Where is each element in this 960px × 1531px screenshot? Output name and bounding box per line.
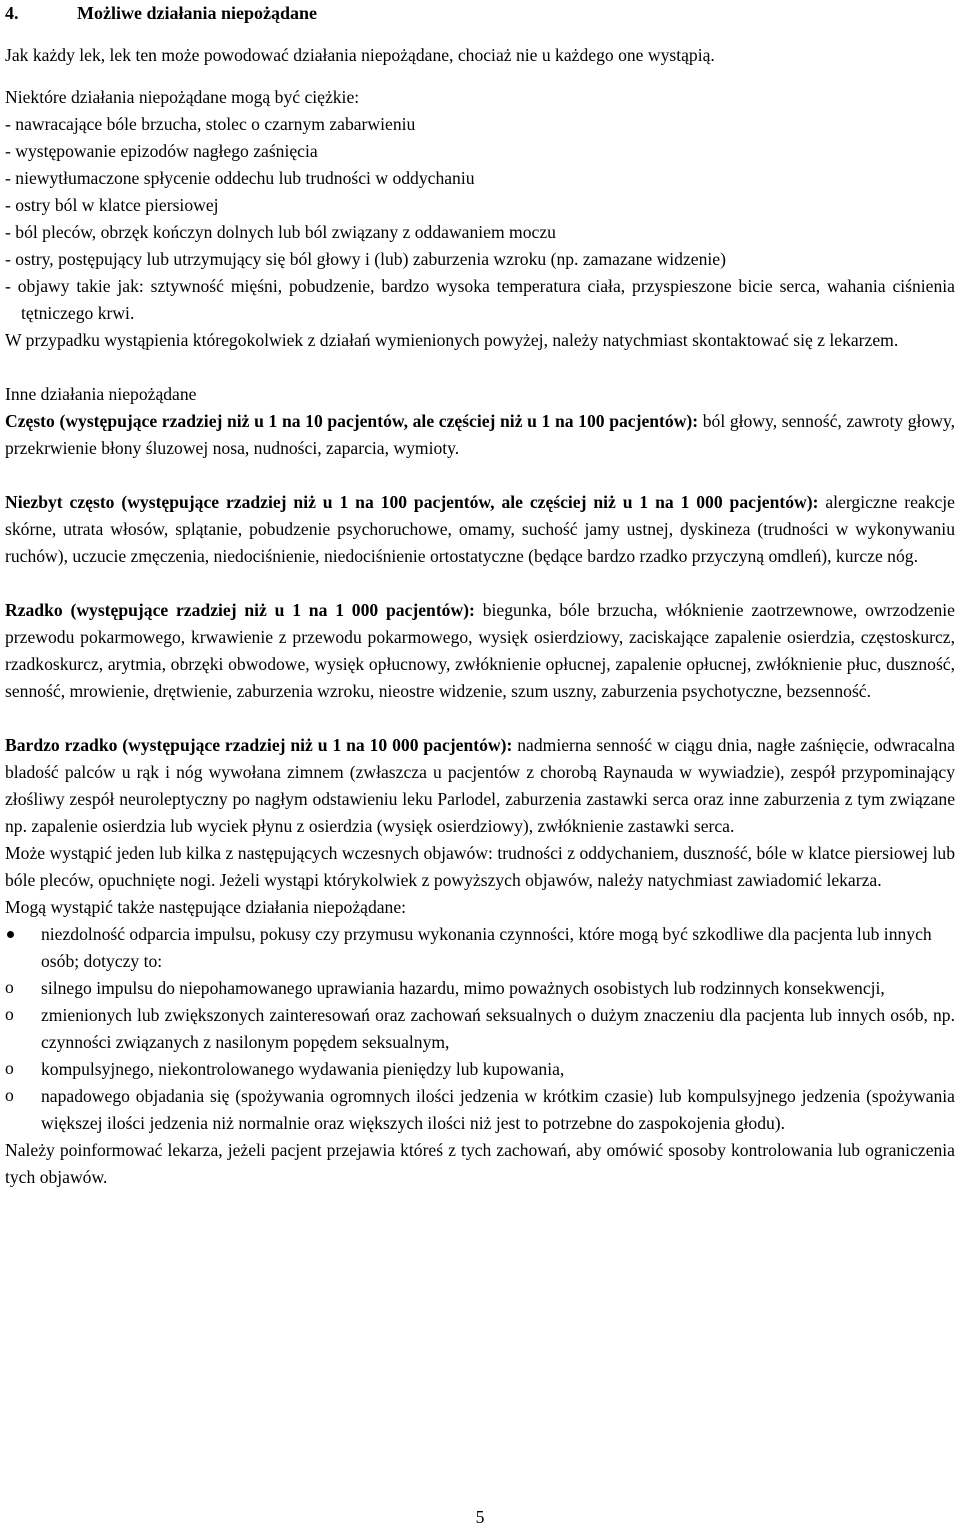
serious-list [5, 111, 955, 327]
list-item: - ostry, postępujący lub utrzymujący się ból głowy i (lub) zaburzenia wzroku (np. zamazane widzenie) [5, 246, 955, 273]
frequency-label: Rzadko (występujące rzadziej niż u 1 na 1 000 pacjentów): [5, 600, 475, 620]
list-item: - ból pleców, obrzęk kończyn dolnych lub ból związany z oddawaniem moczu [5, 219, 955, 246]
frequency-text: ból głowy, senność, zawroty głowy, przekrwienie błony śluzowej nosa, nudności, zaparcia, wymioty. [5, 411, 955, 458]
frequency-rare [5, 597, 955, 705]
list-item: kompulsyjnego, niekontrolowanego wydawania pieniędzy lub kupowania, [41, 1059, 565, 1079]
frequency-text: biegunka, bóle brzucha, włóknienie zaotrzewnowe, owrzodzenie przewodu pokarmowego, krwawienie z przewodu pokarmowego, wysięk osierdziowy, zaciskające zapalenie osierdzia, częstoskurcz, rzadkoskurcz, arytmia, obrzęki obwodowe, wysięk opłucnowy, zwłóknienie opłucnej, zapalenie opłucnej, zwłóknienie płuc, duszność, senność, mrowienie, drętwienie, zaburzenia wzroku, nieostre widzenie, szum uszny, zaburzenia psychotyczne, bezsenność. [5, 600, 955, 701]
frequency-label: Często (występujące rzadziej niż u 1 na 10 pacjentów, ale częściej niż u 1 na 100 pacjentów): [5, 411, 699, 431]
list-item: - niewytłumaczone spłycenie oddechu lub trudności w oddychaniu [5, 165, 955, 192]
list-item: - ostry ból w klatce piersiowej [5, 192, 955, 219]
frequency-very-rare [5, 732, 955, 840]
frequency-text: alergiczne reakcje skórne, utrata włosów, splątanie, pobudzenie psychoruchowe, omamy, suchość jamy ustnej, dyskineza (trudności w wykonywaniu ruchów), uczucie zmęczenia, niedociśnienie, niedociśnienie ortostatyczne (będące bardzo rzadko przyczyną omdleń), kurcze nóg. [5, 492, 955, 566]
other-heading: Inne działania niepożądane [5, 384, 197, 404]
page-number: 5 [475, 1507, 485, 1527]
document-content [5, 0, 955, 1191]
list-item: - objawy takie jak: sztywność mięśni, pobudzenie, bardzo wysoka temperatura ciała, przyspieszone bicie serca, wahania ciśnienia tętniczego krwi. [5, 273, 955, 327]
list-item: niezdolność odparcia impulsu, pokusy czy przymusu wykonania czynności, które mogą być szkodliwe dla pacjenta lub innych osób; dotyczy to: [41, 924, 932, 971]
final-paragraph: Należy poinformować lekarza, jeżeli pacjent przejawia któreś z tych zachowań, aby omówić sposoby kontrolowania lub ograniczenia tych objawów. [5, 1140, 955, 1187]
frequency-uncommon [5, 489, 955, 570]
frequency-label: Bardzo rzadko (występujące rzadziej niż u 1 na 10 000 pacjentów): [5, 735, 513, 755]
section-heading [5, 0, 955, 27]
frequency-text: nadmierna senność w ciągu dnia, nagłe zaśnięcie, odwracalna bladość palców u rąk i nóg wywołana zimnem (zwłaszcza u pacjentów z chorobą Raynauda w wywiadzie), zespół przypominający złośliwy zespół neuroleptyczny po nagłym odstawieniu leku Parlodel, zaburzenia zastawki serca oraz inne zaburzenia z tym związane np. zapalenie osierdzia lub wyciek płynu z osierdzia (wysięk osierdziowy), zwłóknienie zastawki serca. [5, 735, 955, 836]
list-item: silnego impulsu do niepohamowanego uprawiania hazardu, mimo poważnych osobistych lub rodzinnych konsekwencji, [41, 978, 885, 998]
list-item: zmienionych lub zwiększonych zainteresowań oraz zachowań seksualnych o dużym znaczeniu dla pacjenta lub innych osób, np. czynności związanych z nasilonym popędem seksualnym, [41, 1005, 955, 1052]
intro-paragraph: Jak każdy lek, lek ten może powodować działania niepożądane, chociaż nie u każdego one wystąpią. [5, 45, 715, 65]
also-heading: Mogą wystąpić także następujące działania niepożądane: [5, 897, 407, 917]
section-title: Możliwe działania niepożądane [77, 3, 317, 23]
section-number: 4. [5, 3, 19, 23]
list-item: - nawracające bóle brzucha, stolec o czarnym zabarwieniu [5, 111, 955, 138]
frequency-label: Niezbyt często (występujące rzadziej niż u 1 na 100 pacjentów, ale częściej niż u 1 na 1 000 pacjentów): [5, 492, 819, 512]
serious-heading: Niektóre działania niepożądane mogą być ciężkie: [5, 87, 360, 107]
impulse-list [5, 921, 955, 1137]
serious-closing: W przypadku wystąpienia któregokolwiek z działań wymienionych powyżej, należy natychmiast skontaktować się z lekarzem. [5, 330, 899, 350]
frequency-common [5, 408, 955, 462]
list-item: - występowanie epizodów nagłego zaśnięcia [5, 138, 955, 165]
early-symptoms: Może wystąpić jeden lub kilka z następujących wczesnych objawów: trudności z oddychaniem, duszność, bóle w klatce piersiowej lub bóle pleców, opuchnięte nogi. Jeżeli wystąpi którykolwiek z powyższych objawów, należy natychmiast zawiadomić lekarza. [5, 843, 955, 890]
list-item: napadowego objadania się (spożywania ogromnych ilości jedzenia w krótkim czasie) lub kompulsyjnego jedzenia (spożywania większej ilości jedzenia niż normalnie oraz większych ilości niż jest to potrzebne do zaspokojenia głodu). [41, 1086, 955, 1133]
